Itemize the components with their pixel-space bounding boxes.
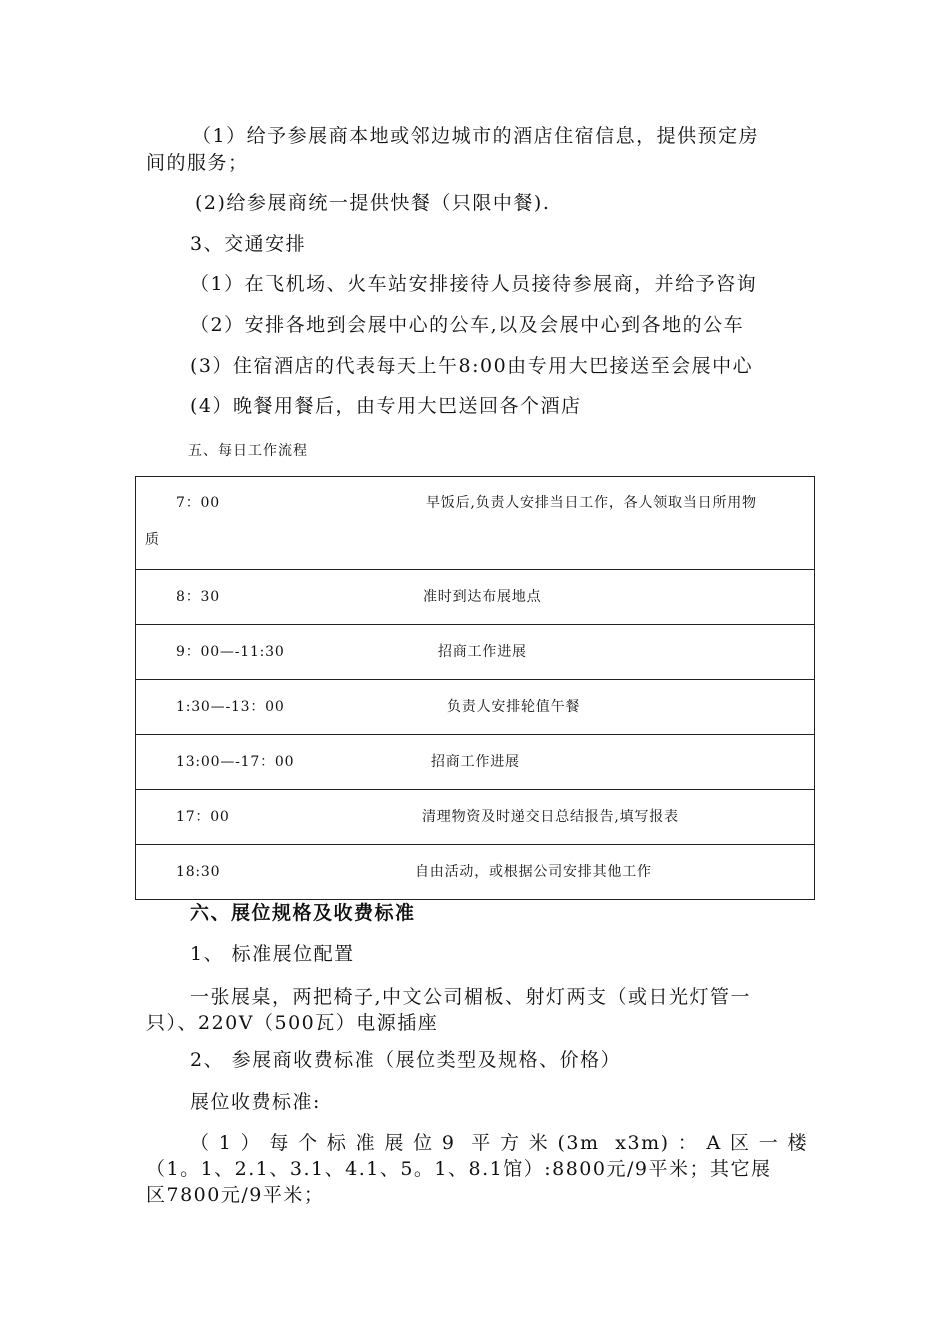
hotel-info-line1: （1）给予参展商本地或邻边城市的酒店住宿信息，提供预定房 [192,125,760,147]
schedule-cell [136,570,815,625]
schedule-cell [136,680,815,735]
transport-item-4: (4）晚餐用餐后，由专用大巴送回各个酒店 [190,395,582,417]
fee-title: 展位收费标准: [190,1091,321,1113]
table-row [136,570,815,625]
fee-line1: （1）每个标准展位9 平方米(3m x3m)：A区一楼 [190,1132,808,1154]
schedule-cell [136,735,815,790]
schedule-task: 招商工作进展 [438,644,527,660]
schedule-cell [136,790,815,845]
schedule-task: 准时到达布展地点 [423,589,542,605]
fee-standard-heading: 2、 参展商收费标准（展位类型及规格、价格） [190,1049,622,1071]
schedule-time: 8：30 [176,589,220,605]
booth-config-line2: 只）、220V（500瓦）电源插座 [146,1012,439,1034]
schedule-task: 早饭后,负责人安排当日工作，各人领取当日所用物 [426,495,757,511]
schedule-time: 18:30 [176,864,221,880]
schedule-cell [136,625,815,680]
table-row [136,625,815,680]
schedule-task: 清理物资及时递交日总结报告,填写报表 [422,809,679,825]
table-row [136,790,815,845]
daily-schedule-table [135,476,815,900]
schedule-time: 13:00—-17：00 [176,754,295,770]
schedule-time: 9：00—-11:30 [176,644,285,660]
table-row [136,735,815,790]
schedule-time: 1:30—-13：00 [176,699,285,715]
schedule-task: 负责人安排轮值午餐 [447,699,581,715]
fee-line2: （1。1、2.1、3.1、4.1、5。1、8.1馆）:8800元/9平米；其它展 [146,1158,772,1180]
booth-section-heading: 六、展位规格及收费标准 [190,902,416,924]
table-row [136,477,815,570]
meal-info: (2)给参展商统一提供快餐（只限中餐). [195,192,551,214]
transport-item-1: （1）在飞机场、火车站安排接待人员接待参展商，并给予咨询 [190,273,758,295]
schedule-cell [136,477,815,570]
schedule-time: 17：00 [176,809,230,825]
booth-config-line1: 一张展桌，两把椅子,中文公司楣板、射灯两支（或日光灯管一 [190,986,752,1008]
booth-config-heading: 1、 标准展位配置 [190,943,355,965]
transport-heading: 3、交通安排 [190,233,307,255]
schedule-title: 五、每日工作流程 [188,443,308,459]
transport-item-2: （2）安排各地到会展中心的公车,以及会展中心到各地的公车 [190,314,745,336]
schedule-task: 自由活动，或根据公司安排其他工作 [415,864,652,880]
transport-item-3: (3）住宿酒店的代表每天上午8:00由专用大巴接送至会展中心 [190,355,754,377]
schedule-time: 7：00 [176,495,220,511]
fee-line3: 区7800元/9平米； [146,1184,325,1206]
hotel-info-line2: 间的服务； [146,152,249,174]
schedule-task-continued: 质 [145,532,160,548]
schedule-cell [136,845,815,900]
table-row [136,680,815,735]
table-row [136,845,815,900]
schedule-task: 招商工作进展 [431,754,520,770]
